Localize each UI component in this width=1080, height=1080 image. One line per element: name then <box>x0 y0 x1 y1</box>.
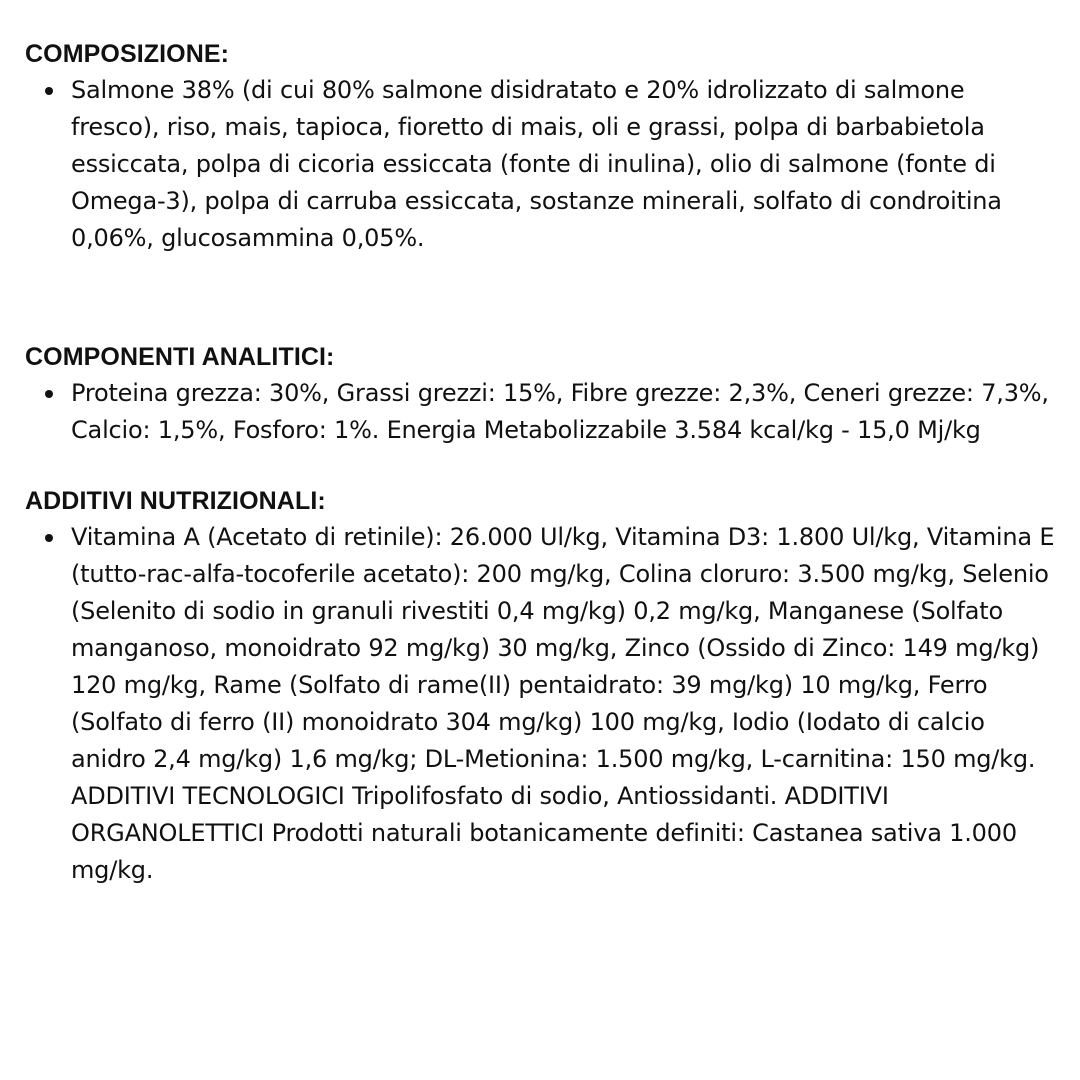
bullet-list-componenti-analitici <box>25 375 1060 449</box>
bullet-dot-icon <box>45 87 53 95</box>
bullet-list-additivi-nutrizionali <box>25 519 1060 889</box>
product-info-document <box>25 36 1060 889</box>
bullet-list-composizione <box>25 72 1060 257</box>
bullet-text-composizione: Salmone 38% (di cui 80% salmone disidratato e 20% idrolizzato di salmone fresco), riso, mais, tapioca, fioretto di mais, oli e grassi, polpa di barbabietola essiccata, polpa di cicoria essiccata (fonte di inulina), olio di salmone (fonte di Omega-3), polpa di carruba essiccata, sostanze minerali, solfato di condroitina 0,06%, glucosammina 0,05%. <box>71 76 1002 252</box>
section-title-composizione: COMPOSIZIONE: <box>25 40 230 68</box>
list-item <box>25 375 1060 449</box>
bullet-text-componenti-analitici: Proteina grezza: 30%, Grassi grezzi: 15%, Fibre grezze: 2,3%, Ceneri grezze: 7,3%, Calcio: 1,5%, Fosforo: 1%. Energia Metabolizzabile 3.584 kcal/kg - 15,0 Mj/kg <box>71 379 1049 444</box>
bullet-dot-icon <box>45 534 53 542</box>
section-additivi-nutrizionali <box>25 483 1060 889</box>
section-componenti-analitici <box>25 339 1060 449</box>
section-title-additivi-nutrizionali: ADDITIVI NUTRIZIONALI: <box>25 487 326 515</box>
section-composizione <box>25 36 1060 257</box>
list-item <box>25 72 1060 257</box>
section-title-componenti-analitici: COMPONENTI ANALITICI: <box>25 343 335 371</box>
bullet-dot-icon <box>45 390 53 398</box>
bullet-text-additivi-nutrizionali: Vitamina A (Acetato di retinile): 26.000 Ul/kg, Vitamina D3: 1.800 Ul/kg, Vitamina E (tutto-rac-alfa-tocoferile acetato): 200 mg/kg, Colina cloruro: 3.500 mg/kg, Selenio (Selenito di sodio in granuli rivestiti 0,4 mg/kg) 0,2 mg/kg, Manganese (Solfato manganoso, monoidrato 92 mg/kg) 30 mg/kg, Zinco (Ossido di Zinco: 149 mg/kg) 120 mg/kg, Rame (Solfato di rame(II) pentaidrato: 39 mg/kg) 10 mg/kg, Ferro (Solfato di ferro (II) monoidrato 304 mg/kg) 100 mg/kg, Iodio (Iodato di calcio anidro 2,4 mg/kg) 1,6 mg/kg; DL-Metionina: 1.500 mg/kg, L-carnitina: 150 mg/kg. ADDITIVI TECNOLOGICI Tripolifosfato di sodio, Antiossidanti. ADDITIVI ORGANOLETTICI Prodotti naturali botanicamente definiti: Castanea sativa 1.000 mg/kg. <box>71 523 1055 884</box>
list-item <box>25 519 1060 889</box>
